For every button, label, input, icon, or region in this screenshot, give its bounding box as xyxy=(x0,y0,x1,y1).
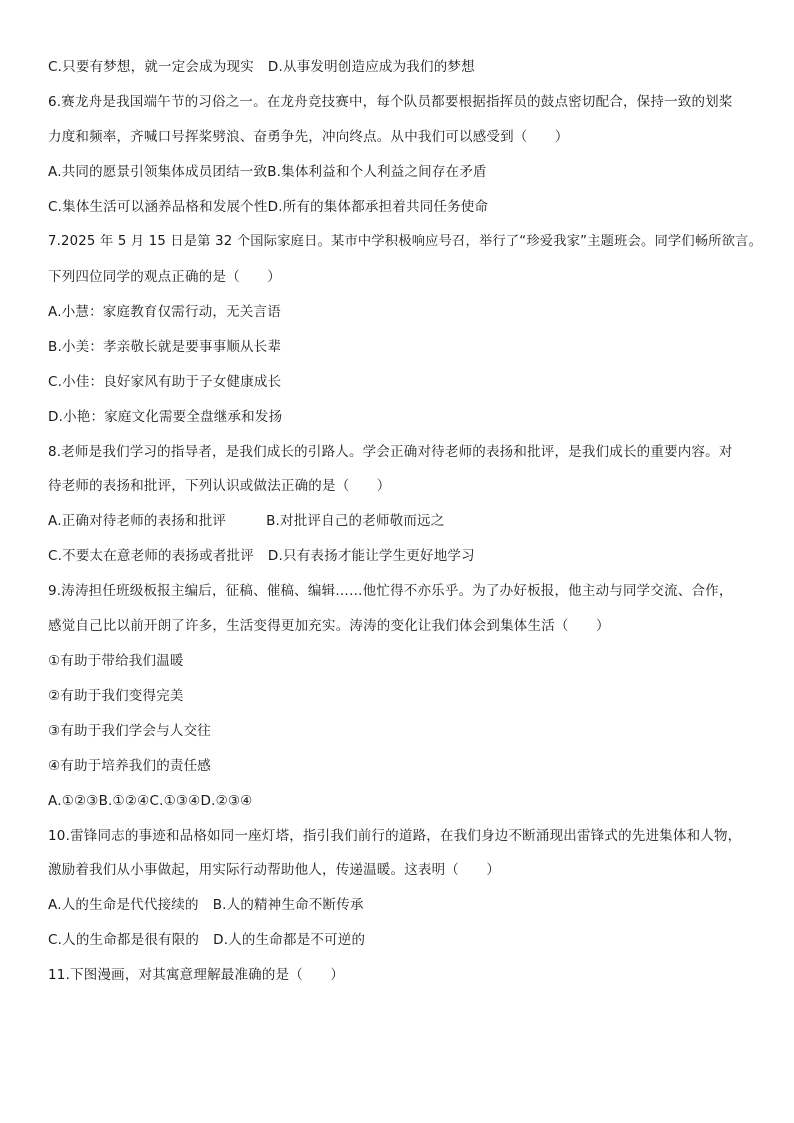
q8-stem-line2: 待老师的表扬和批评，下列认识或做法正确的是（ ） xyxy=(48,478,391,494)
q8-stem-line1: 8.老师是我们学习的指导者，是我们成长的引路人。学会正确对待老师的表扬和批评，是我们成长的重要内容。对 xyxy=(48,444,733,460)
q10-stem-line1: 10.雷锋同志的事迹和品格如同一座灯塔，指引我们前行的道路，在我们身边不断涌现出雷锋式的先进集体和人物， xyxy=(48,828,742,844)
q10-option-d: D.人的生命都是不可逆的 xyxy=(213,932,366,948)
q10-options-cd xyxy=(48,931,365,949)
q9-stem-line1: 9.涛涛担任班级板报主编后，征稿、催稿、编辑……他忙得不亦乐乎。为了办好板报，他主动与同学交流、合作， xyxy=(48,583,733,599)
q5-options-cd xyxy=(48,58,475,76)
q8-option-c: C.不要太在意老师的表扬或者批评 xyxy=(48,548,254,564)
q6-options-ab: A.共同的愿景引领集体成员团结一致B.集体利益和个人利益之间存在矛盾 xyxy=(48,164,487,180)
q7-option-c: C.小佳：良好家风有助于子女健康成长 xyxy=(48,374,282,390)
q8-option-a: A.正确对待老师的表扬和批评 xyxy=(48,513,227,529)
q7-option-b: B.小美：孝亲敬长就是要事事顺从长辈 xyxy=(48,339,282,355)
q7-stem-line2: 下列四位同学的观点正确的是（ ） xyxy=(48,269,281,285)
q8-options-ab xyxy=(48,512,444,530)
q9-item-2: ②有助于我们变得完美 xyxy=(48,688,184,704)
q9-item-3: ③有助于我们学会与人交往 xyxy=(48,723,212,739)
q9-options: A.①②③B.①②④C.①③④D.②③④ xyxy=(48,793,253,809)
q5-option-d: D.从事发明创造应成为我们的梦想 xyxy=(267,59,475,75)
q10-option-b: B.人的精神生命不断传承 xyxy=(212,897,364,913)
q6-stem-line1: 6.赛龙舟是我国端午节的习俗之一。在龙舟竞技赛中，每个队员都要根据指挥员的鼓点密切配合，保持一致的划桨 xyxy=(48,94,733,110)
q10-option-a: A.人的生命是代代接续的 xyxy=(48,897,199,913)
q11-stem-line1: 11.下图漫画，对其寓意理解最准确的是（ ） xyxy=(48,967,345,983)
q8-option-b: B.对批评自己的老师敬而远之 xyxy=(266,513,445,529)
q10-options-ab xyxy=(48,896,364,914)
q9-stem-line2: 感觉自己比以前开朗了许多，生活变得更加充实。涛涛的变化让我们体会到集体生活（ ） xyxy=(48,618,610,634)
q6-stem-line2: 力度和频率，齐喊口号挥桨劈浪、奋勇争先，冲向终点。从中我们可以感受到（ ） xyxy=(48,129,569,145)
q7-option-d: D.小艳：家庭文化需要全盘继承和发扬 xyxy=(48,409,283,425)
q7-stem-line1: 7.2025 年 5 月 15 日是第 32 个国际家庭日。某市中学积极响应号召，举行了“珍爱我家”主题班会。同学们畅所欲言。 xyxy=(48,234,763,249)
q8-options-cd xyxy=(48,547,475,565)
q9-item-4: ④有助于培养我们的责任感 xyxy=(48,758,212,774)
q5-option-c: C.只要有梦想，就一定会成为现实 xyxy=(48,59,254,75)
q10-stem-line2: 激励着我们从小事做起，用实际行动帮助他人，传递温暖。这表明（ ） xyxy=(48,862,501,878)
q10-option-c: C.人的生命都是很有限的 xyxy=(48,932,200,948)
q7-option-a: A.小慧：家庭教育仅需行动，无关言语 xyxy=(48,304,281,320)
q9-item-1: ①有助于带给我们温暖 xyxy=(48,653,184,669)
q6-options-cd: C.集体生活可以涵养品格和发展个性D.所有的集体都承担着共同任务使命 xyxy=(48,199,489,215)
q8-option-d: D.只有表扬才能让学生更好地学习 xyxy=(267,548,475,564)
